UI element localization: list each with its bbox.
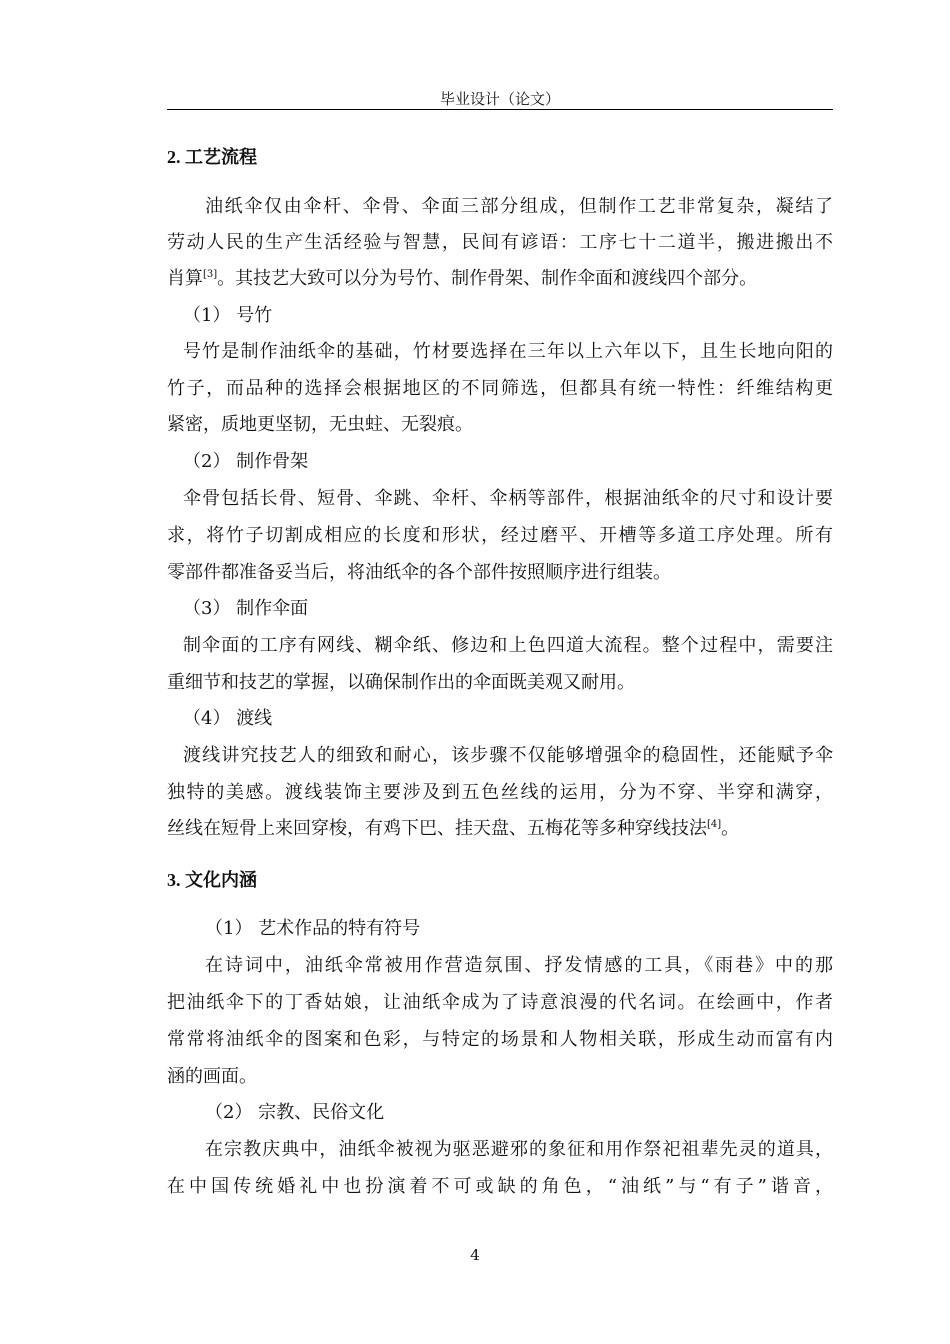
paragraph-line: 制伞面的工序有网线、糊伞纸、修边和上色四道大流程。整个过程中，需要注 bbox=[183, 635, 833, 656]
paragraph-line: 油纸伞仅由伞杆、伞骨、伞面三部分组成，但制作工艺非常复杂，凝结了 bbox=[205, 196, 833, 217]
subsection-heading: （4） 渡线 bbox=[183, 708, 273, 729]
paragraph-line: 常常将油纸伞的图案和色彩，与特定的场景和人物相关联，形成生动而富有内 bbox=[167, 1029, 833, 1050]
paragraph-line: 零部件都准备妥当后，将油纸伞的各个部件按照顺序进行组装。 bbox=[167, 562, 671, 583]
paragraph-line bbox=[167, 261, 757, 297]
subsection-heading: （1） 艺术作品的特有符号 bbox=[205, 918, 421, 939]
paragraph-line: 劳动人民的生产生活经验与智慧，民间有谚语：工序七十二道半，搬进搬出不 bbox=[167, 232, 833, 253]
line-text: 丝线在短骨上来回穿梭，有鸡下巴、挂天盘、五梅花等多种穿线技法 bbox=[167, 818, 707, 839]
paragraph-line: 紧密，质地更坚韧，无虫蛀、无裂痕。 bbox=[167, 414, 473, 435]
paragraph-line: 重细节和技艺的掌握，以确保制作出的伞面既美观又耐用。 bbox=[167, 672, 635, 693]
section-heading: 3. 文化内涵 bbox=[167, 870, 257, 890]
paragraph-line bbox=[167, 811, 739, 847]
paragraph-line: 涵的画面。 bbox=[167, 1066, 257, 1087]
section-heading: 2. 工艺流程 bbox=[167, 147, 257, 167]
paragraph-line: 竹子，而品种的选择会根据地区的不同筛选，但都具有统一特性：纤维结构更 bbox=[167, 378, 833, 399]
subsection-heading: （3） 制作伞面 bbox=[183, 598, 309, 619]
paragraph-line: 伞骨包括长骨、短骨、伞跳、伞杆、伞柄等部件，根据油纸伞的尺寸和设计要 bbox=[183, 488, 833, 509]
paragraph-line: 求，将竹子切割成相应的长度和形状，经过磨平、开槽等多道工序处理。所有 bbox=[167, 525, 833, 546]
header-rule bbox=[167, 109, 833, 110]
citation-ref: [4] bbox=[707, 819, 722, 830]
page-number: 4 bbox=[470, 1246, 480, 1264]
paragraph-line: 在诗词中，油纸伞常被用作营造氛围、抒发情感的工具，《雨巷》中的那 bbox=[205, 955, 833, 976]
line-text: 。 bbox=[721, 818, 740, 839]
paragraph-line: 把油纸伞下的丁香姑娘，让油纸伞成为了诗意浪漫的代名词。在绘画中，作者 bbox=[167, 992, 833, 1013]
paragraph-line: 在中国传统婚礼中也扮演着不可或缺的角色，“油纸”与“有子”谐音， bbox=[167, 1176, 833, 1197]
subsection-heading: （1） 号竹 bbox=[183, 305, 273, 326]
paragraph-line: 渡线讲究技艺人的细致和耐心，该步骤不仅能够增强伞的稳固性，还能赋予伞 bbox=[183, 745, 833, 766]
paragraph-line: 在宗教庆典中，油纸伞被视为驱恶避邪的象征和用作祭祀祖辈先灵的道具， bbox=[205, 1139, 833, 1160]
line-text: 肖算 bbox=[167, 268, 203, 289]
paragraph-line: 独特的美感。渡线装饰主要涉及到五色丝线的运用，分为不穿、半穿和满穿， bbox=[167, 782, 833, 803]
subsection-heading: （2） 宗教、民俗文化 bbox=[205, 1102, 385, 1123]
citation-ref: [3] bbox=[203, 269, 218, 280]
subsection-heading: （2） 制作骨架 bbox=[183, 451, 309, 472]
page-header: 毕业设计（论文） bbox=[439, 90, 560, 108]
line-text: 。其技艺大致可以分为号竹、制作骨架、制作伞面和渡线四个部分。 bbox=[217, 268, 758, 289]
paragraph-line: 号竹是制作油纸伞的基础，竹材要选择在三年以上六年以下，且生长地向阳的 bbox=[183, 341, 833, 362]
